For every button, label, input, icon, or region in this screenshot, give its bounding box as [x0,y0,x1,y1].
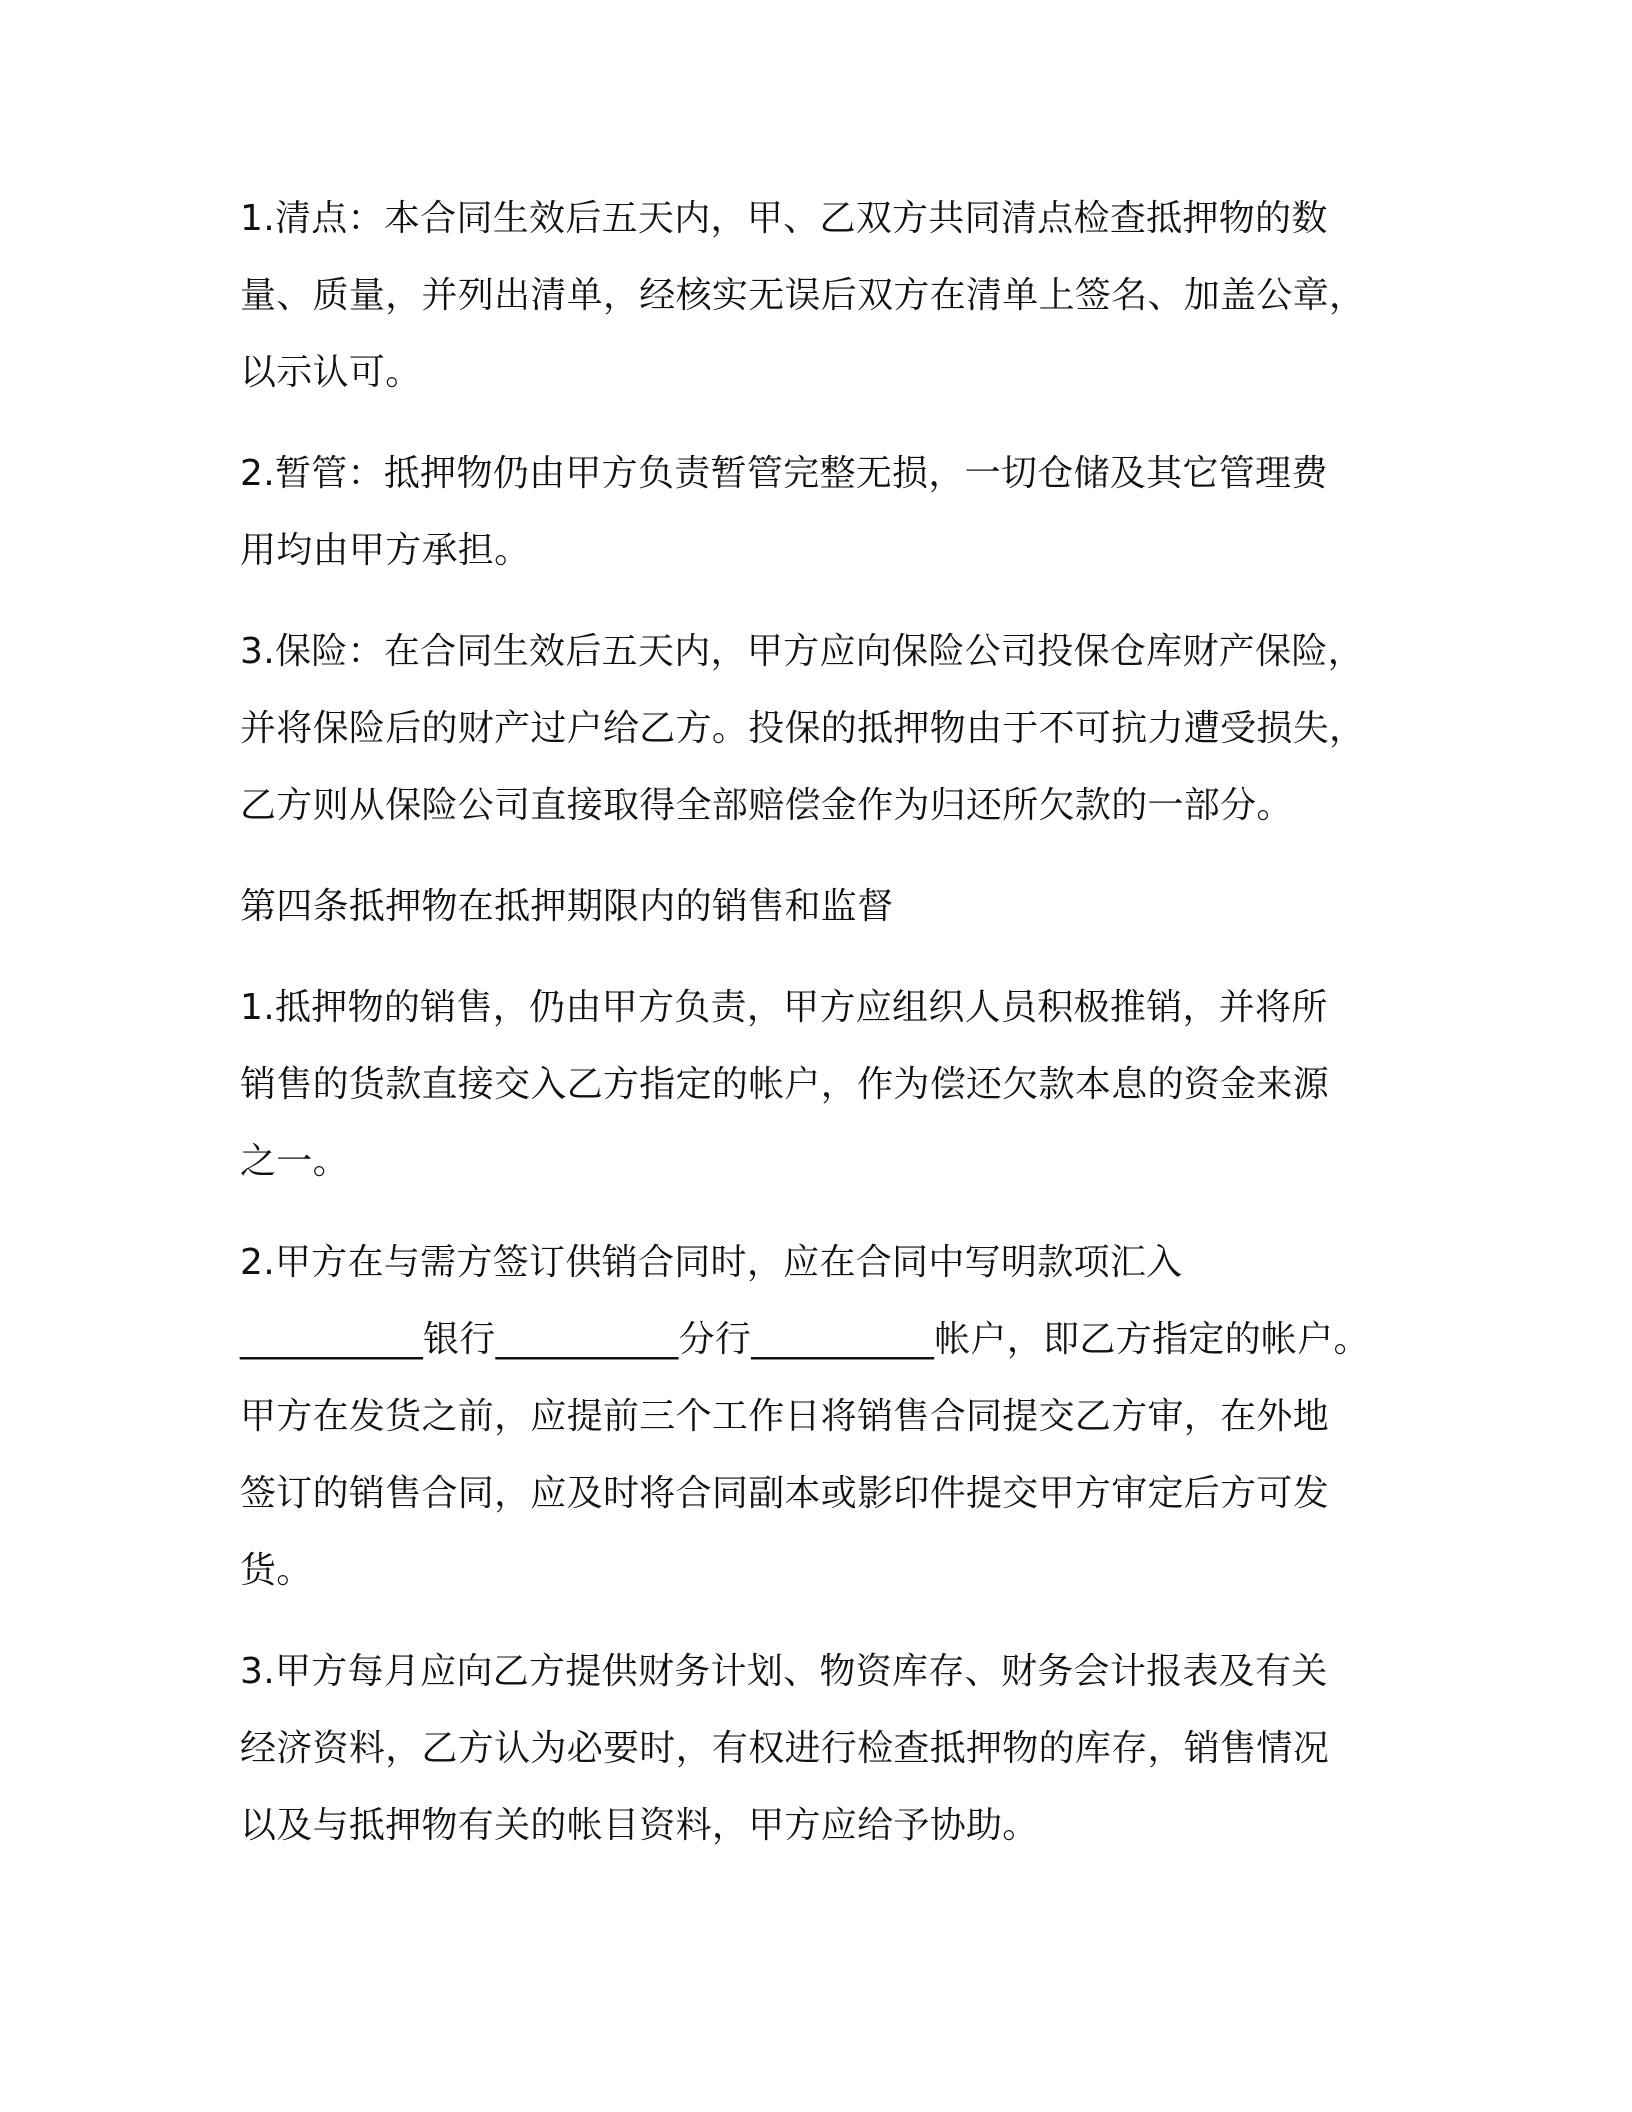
paragraph-custody [240,435,1400,589]
text-line: 之一。 [240,1141,349,1182]
text-line: 2.暂管：抵押物仍由甲方负责暂管完整无损，一切仓储及其它管理费 [240,453,1328,494]
text-line: 并将保险后的财产过户给乙方。投保的抵押物由于不可抗力遭受损失， [240,708,1366,749]
text-line: 1.清点：本合同生效后五天内，甲、乙双方共同清点检查抵押物的数 [240,198,1328,239]
section-heading-article-4 [240,868,1400,945]
text-line: 销售的货款直接交入乙方指定的帐户，作为偿还欠款本息的资金来源 [240,1064,1330,1105]
text-line: 2.甲方在与需方签订供销合同时，应在合同中写明款项汇入 [240,1242,1183,1283]
text-line: 3.保险：在合同生效后五天内，甲方应向保险公司投保仓库财产保险， [240,631,1364,672]
text-line: 签订的销售合同，应及时将合同副本或影印件提交甲方审定后方可发 [240,1473,1330,1514]
text-line: 乙方则从保险公司直接取得全部赔偿金作为归还所欠款的一部分。 [240,785,1293,826]
paragraph-insurance [240,613,1400,844]
paragraph-sales [240,969,1400,1200]
text-line-account-blanks: __________银行__________分行__________帐户，即乙方指定的帐户。 [240,1319,1370,1360]
text-line: 经济资料，乙方认为必要时，有权进行检查抵押物的库存，销售情况 [240,1728,1330,1769]
heading-line: 第四条抵押物在抵押期限内的销售和监督 [240,886,894,927]
paragraph-inventory-check [240,180,1400,411]
paragraph-financial-reports [240,1633,1400,1864]
text-line: 3.甲方每月应向乙方提供财务计划、物资库存、财务会计报表及有关 [240,1651,1328,1692]
text-line: 货。 [240,1550,313,1591]
document-body [240,180,1400,1888]
paragraph-sales-contract [240,1224,1400,1609]
text-line: 以及与抵押物有关的帐目资料，甲方应给予协助。 [240,1805,1039,1846]
text-line: 甲方在发货之前，应提前三个工作日将销售合同提交乙方审，在外地 [240,1396,1330,1437]
text-line: 量、质量，并列出清单，经核实无误后双方在清单上签名、加盖公章， [240,275,1366,316]
text-line: 以示认可。 [240,352,422,393]
text-line: 1.抵押物的销售，仍由甲方负责，甲方应组织人员积极推销，并将所 [240,987,1328,1028]
text-line: 用均由甲方承担。 [240,530,531,571]
